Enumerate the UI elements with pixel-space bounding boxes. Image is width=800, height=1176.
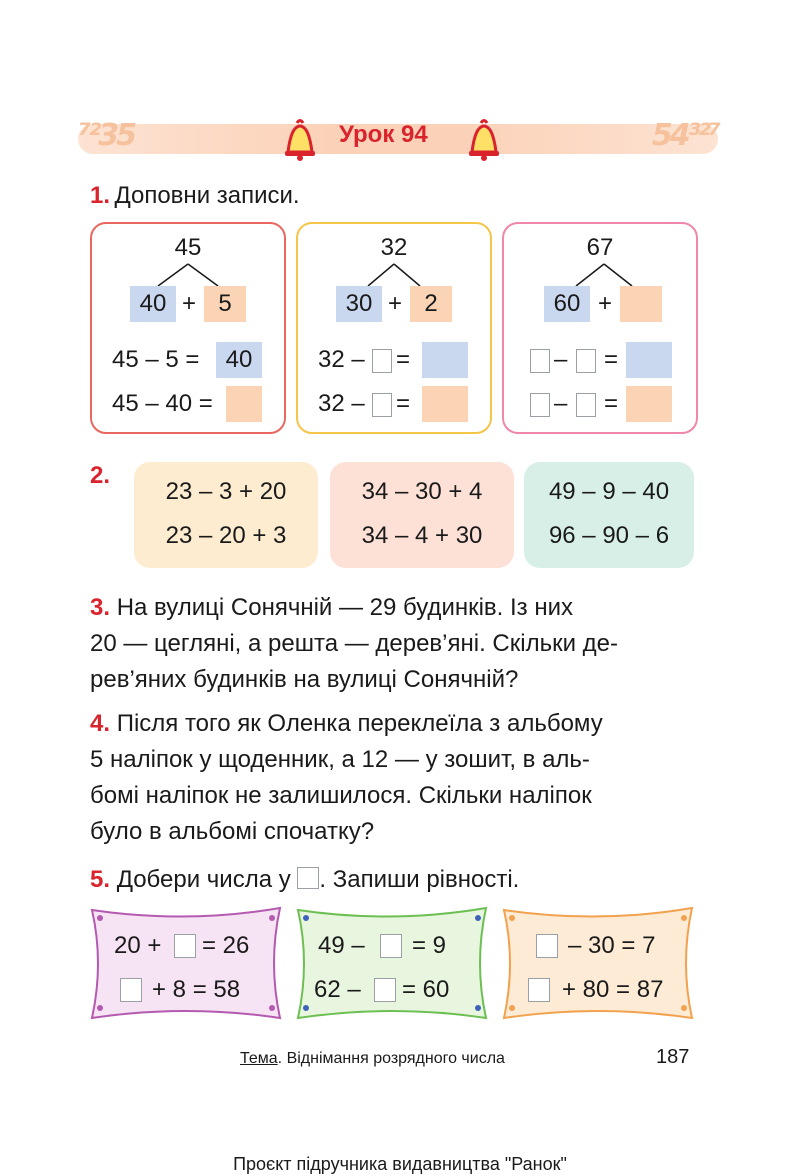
equation-end: = 26	[202, 932, 250, 959]
equation-start: 20 +	[114, 932, 162, 959]
equation-start: 62 –	[314, 976, 361, 1003]
blank-square[interactable]	[536, 934, 558, 958]
task3	[90, 590, 700, 698]
blank-square[interactable]	[528, 978, 550, 1002]
answer-blank[interactable]	[422, 342, 468, 378]
blank-square[interactable]	[120, 978, 142, 1002]
task5-heading	[90, 862, 519, 898]
task-line: На вулиці Сонячній — 29 будинків. Із них	[116, 594, 574, 621]
expression: 23 – 20 + 3	[165, 522, 287, 549]
plus-sign: +	[182, 290, 197, 317]
task1-heading	[90, 178, 300, 214]
equation-start: 49 –	[318, 932, 365, 959]
answer-blank[interactable]	[226, 386, 262, 422]
minus-sign: –	[554, 346, 568, 373]
decomposition-lines	[504, 224, 696, 294]
task2-panel-2	[330, 462, 514, 568]
plus-sign: +	[598, 290, 613, 317]
page-number: 187	[656, 1046, 690, 1068]
banner-digits-right: 54³²⁷	[651, 118, 718, 153]
equation-end: + 80 = 87	[562, 976, 664, 1003]
equation-2-start: 32 –	[318, 390, 365, 417]
task-line: 20 — цегляні, а решта — дерев’яні. Скільки де-	[90, 630, 619, 657]
task5-card-3	[500, 904, 696, 1022]
task-text: Добери числа у	[116, 866, 291, 893]
task5-card-1	[88, 904, 284, 1022]
equation-2: 45 – 40 =	[112, 390, 213, 417]
task4	[90, 706, 700, 850]
blank-square[interactable]	[374, 978, 396, 1002]
task-number: 4.	[90, 710, 111, 737]
expression: 96 – 90 – 6	[548, 522, 670, 549]
topic-footer	[240, 1050, 505, 1068]
task2-panel-1	[134, 462, 318, 568]
whole-number: 67	[586, 234, 614, 261]
expression: 34 – 30 + 4	[361, 478, 483, 505]
tens-part: 30	[336, 286, 382, 322]
expression: 34 – 4 + 30	[361, 522, 483, 549]
ones-part: 5	[204, 286, 246, 322]
task-line: було в альбомі спочатку?	[90, 818, 375, 845]
lesson-title: Урок 94	[339, 121, 428, 148]
task1-box-3	[502, 222, 698, 434]
equation-1-start: 32 –	[318, 346, 365, 373]
ones-blank[interactable]	[620, 286, 662, 322]
task1-box-1	[90, 222, 286, 434]
task-number: 1.	[90, 182, 111, 209]
equals-sign: =	[396, 390, 411, 417]
task5-card-2	[294, 904, 490, 1022]
task-line: Після того як Оленка переклеїла з альбому	[116, 710, 603, 737]
blank-square[interactable]	[530, 349, 550, 373]
expression: 23 – 3 + 20	[165, 478, 287, 505]
task-text: . Запиши рівності.	[319, 866, 520, 893]
blank-square-icon	[297, 867, 319, 889]
blank-square[interactable]	[174, 934, 196, 958]
task-line: рев’яних будинків на вулиці Сонячній?	[90, 666, 519, 693]
task-number: 3.	[90, 594, 111, 621]
answer-blank[interactable]	[422, 386, 468, 422]
task-number: 5.	[90, 866, 111, 893]
decomposition-lines	[92, 224, 284, 294]
answer-1: 40	[216, 342, 262, 378]
equation-1: 45 – 5 =	[112, 346, 200, 373]
blank-square[interactable]	[372, 349, 392, 373]
whole-number: 45	[174, 234, 202, 261]
equation-end: – 30 = 7	[568, 932, 656, 959]
task2-panel-3	[524, 462, 694, 568]
expression: 49 – 9 – 40	[548, 478, 670, 505]
project-note: Проєкт підручника видавництва "Ранок"	[233, 1154, 567, 1174]
equals-sign: =	[396, 346, 411, 373]
whole-number: 32	[380, 234, 408, 261]
bell-icon	[282, 118, 318, 162]
equals-sign: =	[604, 390, 619, 417]
bell-icon	[466, 118, 502, 162]
task-text: Доповни записи.	[114, 182, 300, 209]
equation-end: + 8 = 58	[152, 976, 241, 1003]
ones-part: 2	[410, 286, 452, 322]
task2-number: 2.	[90, 462, 111, 489]
blank-square[interactable]	[576, 349, 596, 373]
tens-part: 40	[130, 286, 176, 322]
task-line: бомі наліпок не залишилося. Скільки наліпок	[90, 782, 592, 809]
task1-box-2	[296, 222, 492, 434]
equation-end: = 9	[412, 932, 447, 959]
topic-label: Тема	[240, 1050, 278, 1067]
task-line: 5 наліпок у щоденник, а 12 — у зошит, в аль-	[90, 746, 590, 773]
equation-end: = 60	[402, 976, 450, 1003]
blank-square[interactable]	[372, 393, 392, 417]
decomposition-lines	[298, 224, 490, 294]
minus-sign: –	[554, 390, 568, 417]
banner-digits-left: ⁷²35	[78, 118, 135, 153]
plus-sign: +	[388, 290, 403, 317]
topic-text: . Віднімання розрядного числа	[277, 1050, 505, 1067]
tens-part: 60	[544, 286, 590, 322]
blank-square[interactable]	[530, 393, 550, 417]
blank-square[interactable]	[576, 393, 596, 417]
equals-sign: =	[604, 346, 619, 373]
blank-square[interactable]	[380, 934, 402, 958]
answer-blank[interactable]	[626, 342, 672, 378]
answer-blank[interactable]	[626, 386, 672, 422]
